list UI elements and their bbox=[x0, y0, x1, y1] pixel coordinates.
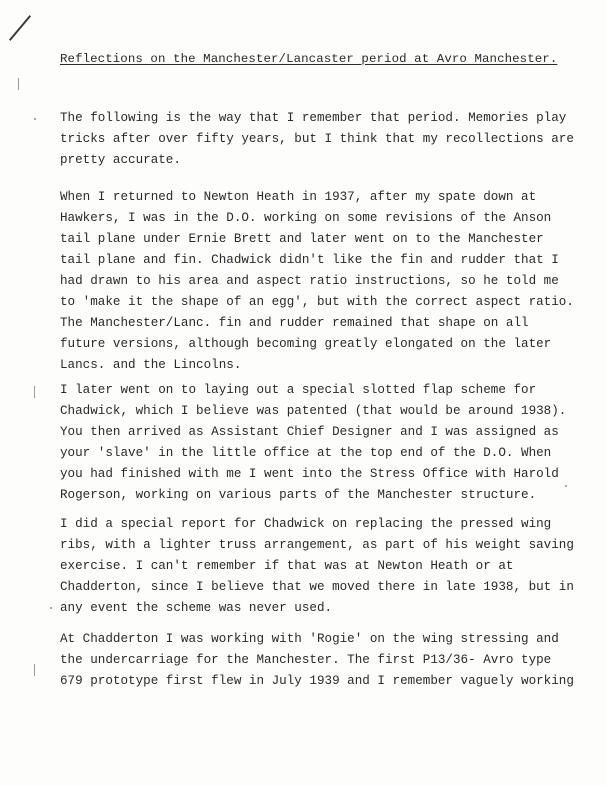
speck-mark bbox=[34, 118, 36, 120]
text-line: any event the scheme was never used. bbox=[60, 601, 333, 615]
margin-mark bbox=[34, 664, 35, 676]
text-line: the undercarriage for the Manchester. The first P13/36- Avro type bbox=[60, 653, 552, 667]
text-line: you had finished with me I went into the Stress Office with Harold bbox=[60, 467, 559, 481]
paragraph-5 bbox=[60, 629, 600, 692]
text-line: ribs, with a lighter truss arrangement, as part of his weight saving bbox=[60, 538, 574, 552]
text-line: Lancs. and the Lincolns. bbox=[60, 358, 242, 372]
speck-mark bbox=[50, 607, 52, 609]
text-line: You then arrived as Assistant Chief Designer and I was assigned as bbox=[60, 425, 559, 439]
text-line: The Manchester/Lanc. fin and rudder remained that shape on all bbox=[60, 316, 529, 330]
text-line: exercise. I can't remember if that was at Newton Heath or at bbox=[60, 559, 514, 573]
text-line: 679 prototype first flew in July 1939 and I remember vaguely working bbox=[60, 674, 574, 688]
margin-mark bbox=[18, 78, 19, 90]
paragraph-4 bbox=[60, 514, 600, 619]
text-line: had drawn to his area and aspect ratio instructions, so he told me bbox=[60, 274, 559, 288]
paragraph-2 bbox=[60, 187, 600, 376]
paragraph-1 bbox=[60, 108, 600, 171]
text-line: Chadderton, since I believe that we moved there in late 1938, but in bbox=[60, 580, 574, 594]
text-line: your 'slave' in the little office at the top end of the D.O. When bbox=[60, 446, 552, 460]
text-line: Chadwick, which I believe was patented (that would be around 1938). bbox=[60, 404, 567, 418]
text-line: I did a special report for Chadwick on replacing the pressed wing bbox=[60, 517, 552, 531]
text-line: pretty accurate. bbox=[60, 153, 181, 167]
text-line: I later went on to laying out a special slotted flap scheme for bbox=[60, 383, 537, 397]
text-line: tail plane and fin. Chadwick didn't like the fin and rudder that I bbox=[60, 253, 559, 267]
text-line: Rogerson, working on various parts of the Manchester structure. bbox=[60, 488, 537, 502]
text-line: The following is the way that I remember that period. Memories play bbox=[60, 111, 567, 125]
pen-stroke-mark bbox=[9, 15, 31, 41]
paragraph-3 bbox=[60, 380, 600, 506]
text-line: When I returned to Newton Heath in 1937, after my spate down at bbox=[60, 190, 537, 204]
page-title: Reflections on the Manchester/Lancaster period at Avro Manchester. bbox=[60, 52, 558, 66]
text-line: tail plane under Ernie Brett and later went on to the Manchester bbox=[60, 232, 544, 246]
text-line: future versions, although becoming greatly elongated on the later bbox=[60, 337, 552, 351]
text-line: to 'make it the shape of an egg', but with the correct aspect ratio. bbox=[60, 295, 574, 309]
text-line: At Chadderton I was working with 'Rogie' on the wing stressing and bbox=[60, 632, 559, 646]
text-line: Hawkers, I was in the D.O. working on some revisions of the Anson bbox=[60, 211, 552, 225]
margin-mark bbox=[34, 386, 35, 398]
text-line: tricks after over fifty years, but I think that my recollections are bbox=[60, 132, 574, 146]
